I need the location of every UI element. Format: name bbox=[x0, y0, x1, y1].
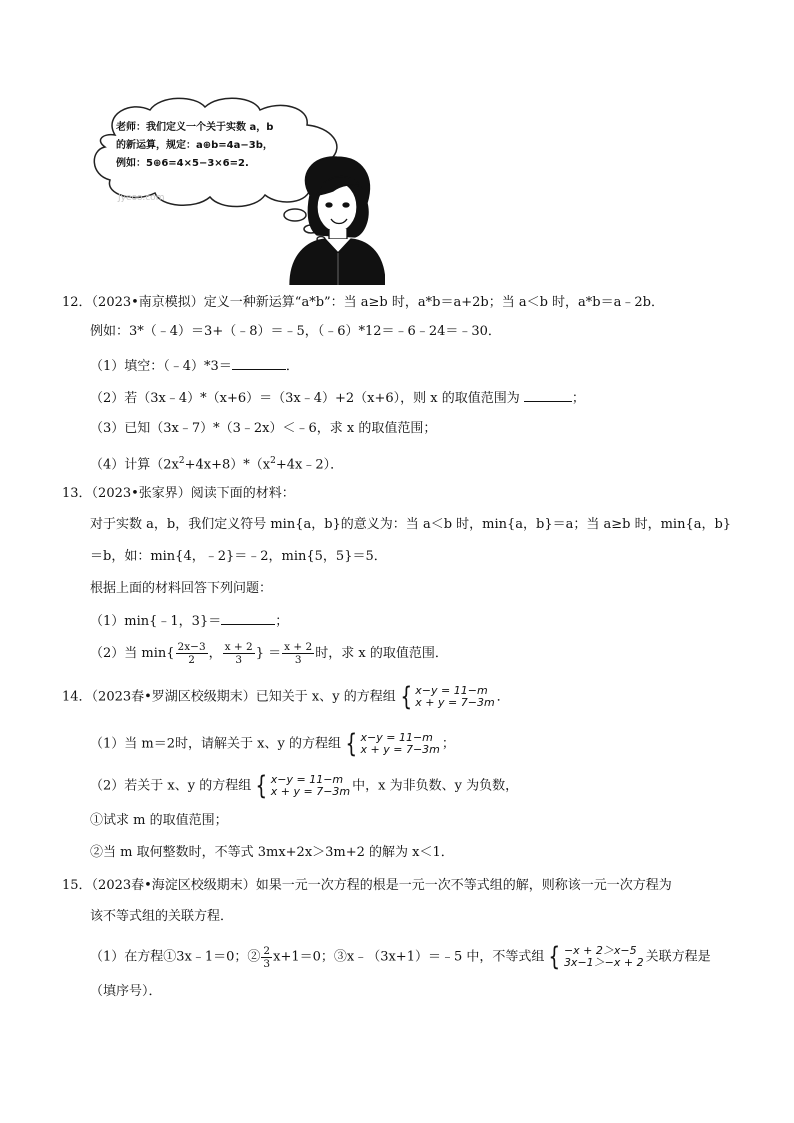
q12-part4-a: （4）计算（2x bbox=[90, 457, 179, 473]
brace-icon: { bbox=[345, 729, 358, 759]
equation-row: x + y = 7−3m bbox=[360, 743, 440, 756]
q14-part1: （1）当 m＝2时，请解关于 x、y 的方程组 { x−y = 11−m x + y = 7−3m ； bbox=[90, 729, 455, 759]
fraction-den: 2 bbox=[188, 654, 195, 666]
q15-part1-pre: （1）在方程①3x﹣1＝0；② bbox=[90, 949, 261, 965]
answer-blank[interactable] bbox=[524, 388, 572, 402]
q13-line2: ＝b，如：min{4，﹣2}＝﹣2，min{5，5}＝5． bbox=[90, 549, 387, 564]
comma: ， bbox=[208, 646, 222, 661]
q12-part2: （2）若（3x﹣4）*（x+6）＝（3x﹣4）+2（x+6），则 x 的取值范围为 ； bbox=[90, 388, 585, 408]
q13-part1-text: （1）min{﹣1，3}＝ bbox=[90, 614, 222, 629]
fraction bbox=[176, 641, 208, 666]
q15-header: 15．（2023春•海淀区校级期末）如果一元一次方程的根是一元一次不等式组的解，则称该一元一次方程为 bbox=[62, 878, 672, 893]
fraction bbox=[223, 641, 255, 666]
speech-line-2: 的新运算，规定：a⊕b=4a−3b， bbox=[116, 140, 273, 151]
q15-line2: 该不等式组的关联方程． bbox=[90, 909, 234, 924]
fraction bbox=[282, 641, 314, 666]
q13-part2-mid: } ＝ bbox=[255, 646, 282, 661]
brace-icon: { bbox=[400, 682, 412, 712]
fraction-num: 2 bbox=[263, 944, 271, 957]
inequality-row: −x + 2＞x−5 bbox=[563, 944, 637, 957]
q12-part4-b: +4x+8）*（x bbox=[184, 457, 271, 473]
answer-blank[interactable] bbox=[221, 611, 275, 625]
q13-header: 13．（2023•张家界）阅读下面的材料： bbox=[62, 486, 295, 501]
equation-row: x + y = 7−3m bbox=[415, 696, 495, 709]
inequality-system bbox=[546, 944, 643, 970]
q12-header: 12．（2023•南京模拟）定义一种新运算“a*b”：当 a≥b 时，a*b＝a+2b；当 a＜b 时，a*b＝a﹣2b． bbox=[62, 295, 664, 310]
q14-part1-text: （1）当 m＝2时，请解关于 x、y 的方程组 bbox=[90, 736, 341, 752]
q15-line3: （填序号）． bbox=[90, 984, 162, 999]
q12-part3: （3）已知（3x﹣7）*（3﹣2x）＜﹣6，求 x 的取值范围； bbox=[90, 421, 437, 436]
fraction-den: 3 bbox=[294, 654, 302, 666]
fraction-num: 2x−3 bbox=[177, 641, 206, 653]
fraction bbox=[261, 945, 272, 970]
speech-line-1: 老师：我们定义一个关于实数 a，b bbox=[116, 122, 274, 133]
fraction-den: 3 bbox=[263, 957, 271, 970]
q14-header-text: 14．（2023春•罗湖区校级期末）已知关于 x、y 的方程组 bbox=[62, 689, 396, 705]
q13-line1: 对于实数 a，b，我们定义符号 min{a，b}的意义为：当 a＜b 时，min{a，b}＝a；当 a≥b 时，min{a，b} bbox=[90, 517, 732, 532]
q13-part2-post: 时，求 x 的取值范围． bbox=[315, 646, 448, 661]
equation-system bbox=[253, 773, 350, 799]
brace-icon: { bbox=[548, 942, 561, 972]
q13-line3: 根据上面的材料回答下列问题： bbox=[90, 581, 273, 596]
fraction-den: 3 bbox=[235, 654, 243, 666]
q12-part2-text: （2）若（3x﹣4）*（x+6）＝（3x﹣4）+2（x+6），则 x 的取值范围为 bbox=[90, 391, 520, 406]
equation-row: x−y = 11−m bbox=[360, 731, 433, 744]
superscript: 2 bbox=[270, 456, 276, 466]
q14-header: 14．（2023春•罗湖区校级期末）已知关于 x、y 的方程组 { x−y = 11−m x + y = 7−3m ． bbox=[62, 682, 510, 712]
equation-system bbox=[398, 684, 495, 710]
fraction-num: x + 2 bbox=[284, 641, 313, 653]
q13-part2-pre: （2）当 min{ bbox=[90, 646, 175, 661]
q13-part2 bbox=[90, 641, 448, 666]
answer-blank[interactable] bbox=[232, 356, 286, 370]
q12-example: 例如：3*（﹣4）＝3+（﹣8）＝﹣5，（﹣6）*12＝﹣6﹣24＝﹣30． bbox=[90, 324, 501, 339]
brace-icon: { bbox=[255, 771, 268, 801]
q12-part4-c: +4x﹣2）． bbox=[275, 457, 344, 473]
q14-sub1: ①试求 m 的取值范围； bbox=[90, 813, 228, 828]
fraction-num: x + 2 bbox=[224, 641, 253, 653]
equation-row: x−y = 11−m bbox=[415, 684, 488, 697]
q14-sub2: ②当 m 取何整数时，不等式 3mx+2x＞3m+2 的解为 x＜1． bbox=[90, 845, 454, 860]
q12-part1-text: （1）填空：（﹣4）*3＝ bbox=[90, 359, 232, 374]
equation-row: x + y = 7−3m bbox=[270, 785, 351, 798]
q14-part2-pre: （2）若关于 x、y 的方程组 bbox=[90, 778, 252, 794]
equation-system bbox=[343, 731, 440, 757]
q12-part1: （1）填空：（﹣4）*3＝ ． bbox=[90, 356, 299, 376]
speech-line-3: 例如：5⊕6=4×5−3×6=2. bbox=[116, 158, 249, 169]
equation-row: x−y = 11−m bbox=[270, 773, 344, 786]
q15-part1-mid: x+1＝0；③x﹣（3x+1）＝﹣5 中，不等式组 bbox=[273, 949, 545, 965]
q14-part2-post: 中，x 为非负数、y 为负数， bbox=[352, 778, 519, 794]
q15-part1 bbox=[90, 944, 711, 970]
q15-part1-post: 关联方程是 bbox=[645, 949, 711, 965]
superscript: 2 bbox=[178, 456, 185, 466]
q14-part2 bbox=[90, 773, 518, 799]
q12-part4 bbox=[90, 452, 343, 474]
q13-part1: （1）min{﹣1，3}＝ ； bbox=[90, 611, 288, 631]
watermark: Jyeoo.com bbox=[118, 193, 165, 203]
inequality-row: 3x−1＞−x + 2 bbox=[563, 956, 644, 969]
